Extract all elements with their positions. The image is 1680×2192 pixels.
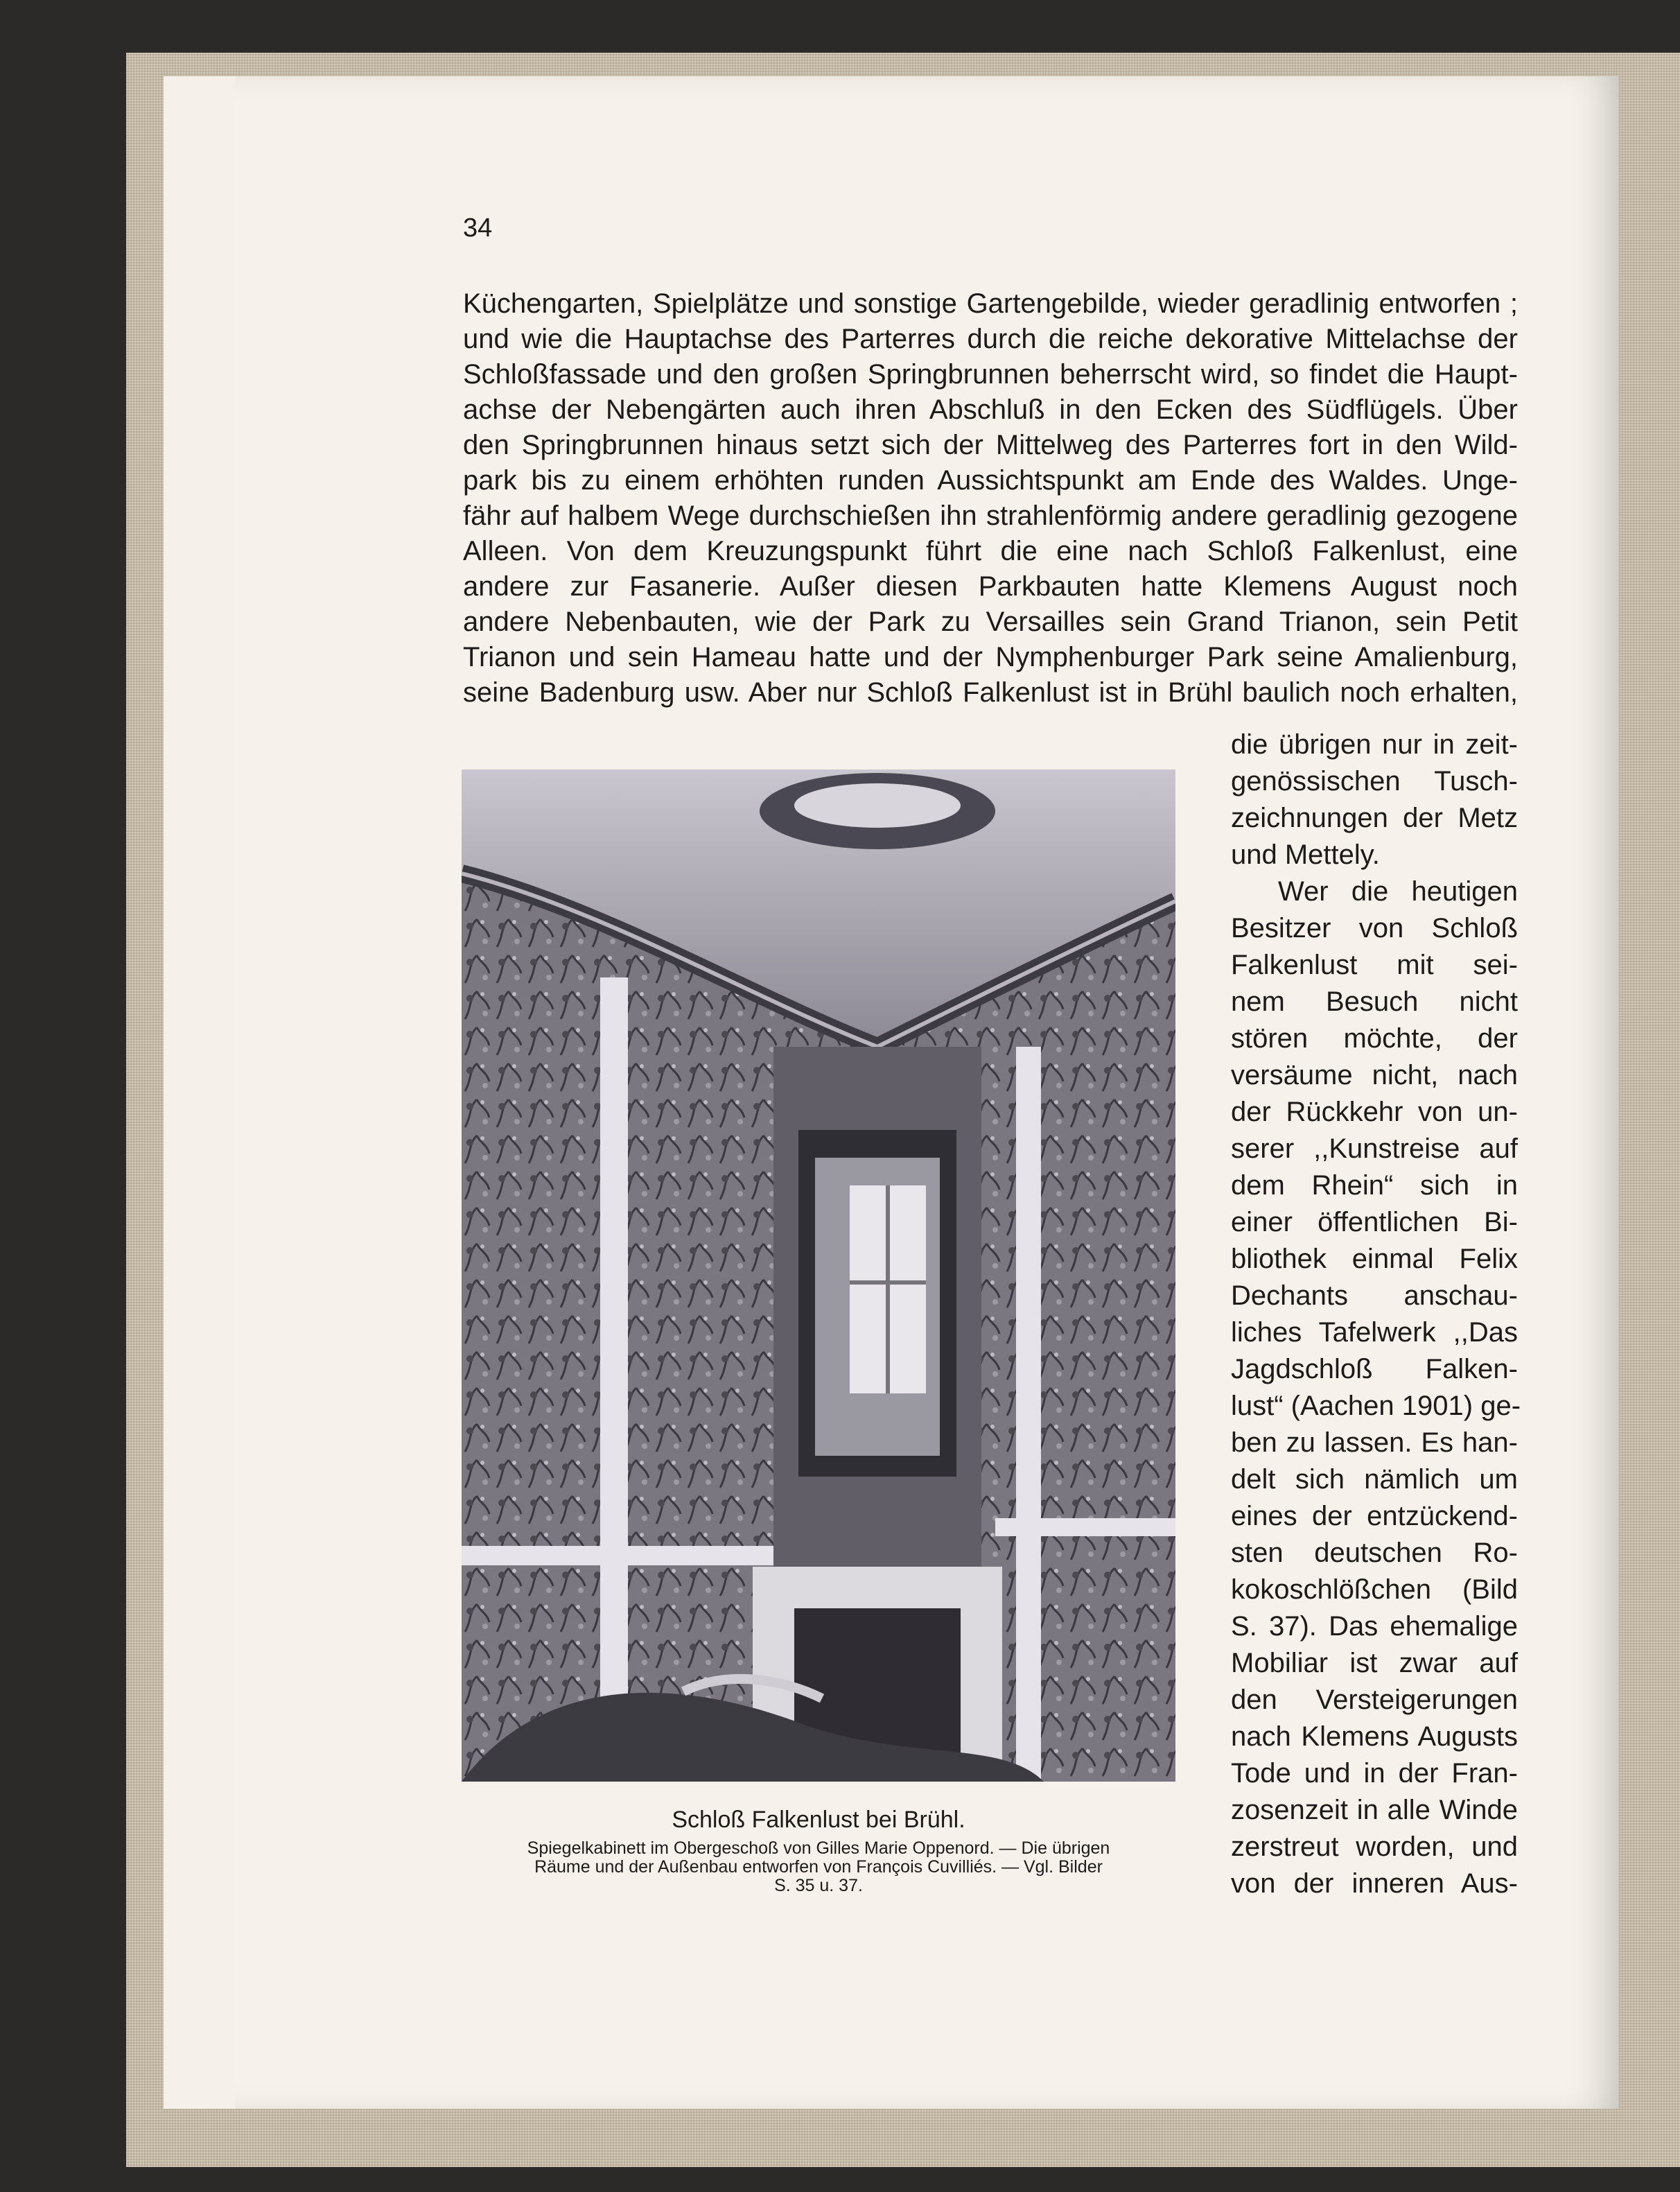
side-line: genössischen Tusch-: [1231, 766, 1518, 797]
caption-line: Spiegelkabinett im Obergeschoß von Gilles Marie Oppenord. — Die übrigen: [527, 1838, 1110, 1858]
body-line: seine Badenburg usw. Aber nur Schloß Falkenlust ist in Brühl baulich noch erhalten,: [463, 677, 1518, 708]
body-line: Schloßfassade und den großen Springbrunnen beherrscht wird, so findet die Haupt-: [463, 359, 1518, 390]
body-line: Trianon und sein Hameau hatte und der Nymphenburger Park seine Amalienburg,: [463, 642, 1518, 672]
side-line: Dechants anschau-: [1231, 1280, 1518, 1311]
photo-spiegelkabinett: [462, 769, 1175, 1782]
caption-line: S. 35 u. 37.: [774, 1876, 863, 1895]
side-line: versäume nicht, nach: [1231, 1060, 1518, 1090]
side-line: zerstreut worden, und: [1231, 1832, 1518, 1862]
side-line: den Versteigerungen: [1231, 1685, 1518, 1715]
body-line: Alleen. Von dem Kreuzungspunkt führt die eine nach Schloß Falkenlust, eine: [463, 536, 1518, 566]
body-line: Küchengarten, Spielplätze und sonstige Gartengebilde, wieder geradlinig entworfen ;: [463, 288, 1518, 319]
body-line: park bis zu einem erhöhten runden Aussichtspunkt am Ende des Waldes. Unge-: [463, 465, 1518, 496]
side-line: Falkenlust mit sei-: [1231, 950, 1518, 980]
side-line: und Mettely.: [1231, 840, 1380, 870]
side-line: der Rückkehr von un-: [1231, 1097, 1518, 1127]
body-line: den Springbrunnen hinaus setzt sich der Mittelweg des Parterres fort in den Wild-: [463, 430, 1518, 460]
side-line: Jagdschloß Falken-: [1231, 1354, 1518, 1384]
side-line: Tode und in der Fran-: [1231, 1758, 1518, 1789]
side-line: eines der entzückend-: [1231, 1501, 1518, 1531]
side-line: delt sich nämlich um: [1231, 1464, 1518, 1495]
side-line: stören möchte, der: [1231, 1023, 1518, 1054]
page-number: 34: [463, 214, 493, 243]
body-line: andere zur Fasanerie. Außer diesen Parkbauten hatte Klemens August noch: [463, 571, 1518, 602]
caption-line: Räume und der Außenbau entworfen von François Cuvilliés. — Vgl. Bilder: [534, 1857, 1103, 1877]
side-line: bliothek einmal Felix: [1231, 1244, 1518, 1274]
interior-illustration: [462, 769, 1175, 1782]
side-line: liches Tafelwerk ,,Das: [1231, 1317, 1518, 1348]
side-line: einer öffentlichen Bi-: [1231, 1207, 1518, 1237]
side-line: ben zu lassen. Es han-: [1231, 1427, 1518, 1458]
side-line: serer ,,Kunstreise auf: [1231, 1133, 1518, 1164]
side-line: nem Besuch nicht: [1231, 986, 1518, 1017]
body-line: fähr auf halbem Wege durchschießen ihn strahlenförmig andere geradlinig gezogene: [463, 501, 1518, 531]
side-line: nach Klemens Augusts: [1231, 1721, 1518, 1752]
body-line: und wie die Hauptachse des Parterres durch die reiche dekorative Mittelachse der: [463, 324, 1518, 354]
side-line: die übrigen nur in zeit-: [1231, 729, 1518, 760]
side-line: zosenzeit in alle Winde: [1231, 1795, 1518, 1825]
side-line: von der inneren Aus-: [1231, 1868, 1518, 1899]
body-line: achse der Nebengärten auch ihren Abschluß in den Ecken des Südflügels. Über: [463, 394, 1518, 425]
side-line: zeichnungen der Metz: [1231, 803, 1518, 833]
side-line: kokoschlößchen (Bild: [1231, 1574, 1518, 1605]
side-line: dem Rhein“ sich in: [1231, 1170, 1518, 1201]
side-line: sten deutschen Ro-: [1231, 1538, 1518, 1568]
side-line: Besitzer von Schloß: [1231, 913, 1518, 943]
caption-title: Schloß Falkenlust bei Brühl.: [672, 1807, 965, 1833]
side-line: Mobiliar ist zwar auf: [1231, 1648, 1518, 1678]
body-line: andere Nebenbauten, wie der Park zu Versailles sein Grand Trianon, sein Petit: [463, 607, 1518, 637]
side-line: Wer die heutigen: [1278, 876, 1518, 907]
side-line: lust“ (Aachen 1901) ge-: [1231, 1391, 1521, 1421]
side-line: S. 37). Das ehemalige: [1231, 1611, 1518, 1642]
